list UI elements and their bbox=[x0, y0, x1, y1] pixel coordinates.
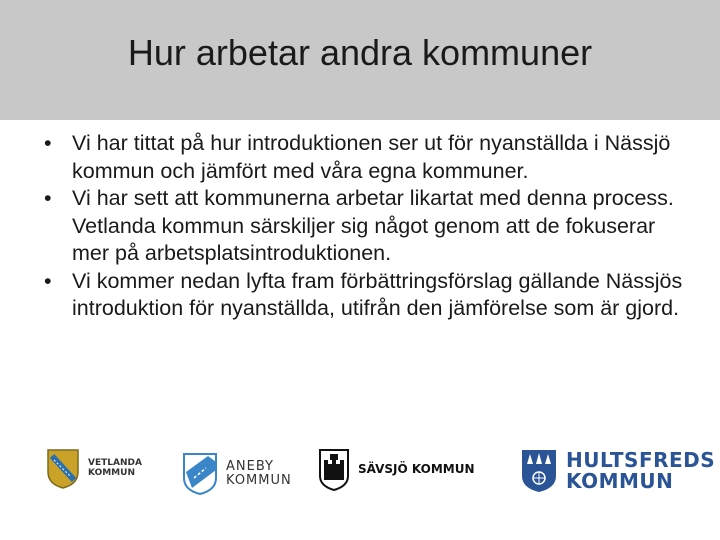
bullet-item-3 bbox=[44, 268, 694, 323]
bullet-text-1: Vi har tittat på hur introduktionen ser ut för nyanställda i Nässjö kommun och jämfört med våra egna kommuner. bbox=[72, 131, 671, 183]
bullet-text-3: Vi kommer nedan lyfta fram förbättringsförslag gällande Nässjös introduktion för nyanställda, utifrån den jämförelse som är gjord. bbox=[72, 268, 683, 320]
bullet-dot: • bbox=[44, 131, 52, 155]
vetlanda-logo bbox=[46, 448, 142, 490]
aneby-shield-icon bbox=[182, 452, 218, 496]
vetlanda-coat-of-arms-icon bbox=[46, 448, 80, 490]
title-bar bbox=[0, 0, 720, 120]
savsjo-logo bbox=[318, 448, 475, 492]
aneby-logo bbox=[182, 452, 292, 496]
hultsfred-logo-text: HULTSFREDS KOMMUN bbox=[566, 448, 716, 493]
savsjo-logo-text: SÄVSJÖ KOMMUN bbox=[358, 462, 475, 477]
aneby-logo-text: ANEBY KOMMUN bbox=[226, 458, 292, 488]
slide-title: Hur arbetar andra kommuner bbox=[127, 32, 593, 73]
municipality-logos bbox=[0, 440, 720, 510]
bullet-dot: • bbox=[44, 268, 52, 293]
bullet-text-2: Vi har sett att kommunerna arbetar likartat med denna process. Vetlanda kommun särskiljer sig något genom att de fokuserar mer på arbetsplatsintroduktionen. bbox=[72, 186, 674, 265]
vetlanda-logo-text: VETLANDA KOMMUN bbox=[88, 458, 142, 478]
savsjo-coat-of-arms-icon bbox=[318, 448, 350, 492]
hultsfred-coat-of-arms-icon bbox=[520, 448, 558, 494]
bullet-item-1 bbox=[44, 130, 694, 185]
hultsfred-logo bbox=[520, 448, 715, 494]
bullet-item-2 bbox=[44, 185, 694, 268]
bullet-list bbox=[44, 130, 694, 323]
bullet-dot: • bbox=[44, 186, 52, 210]
